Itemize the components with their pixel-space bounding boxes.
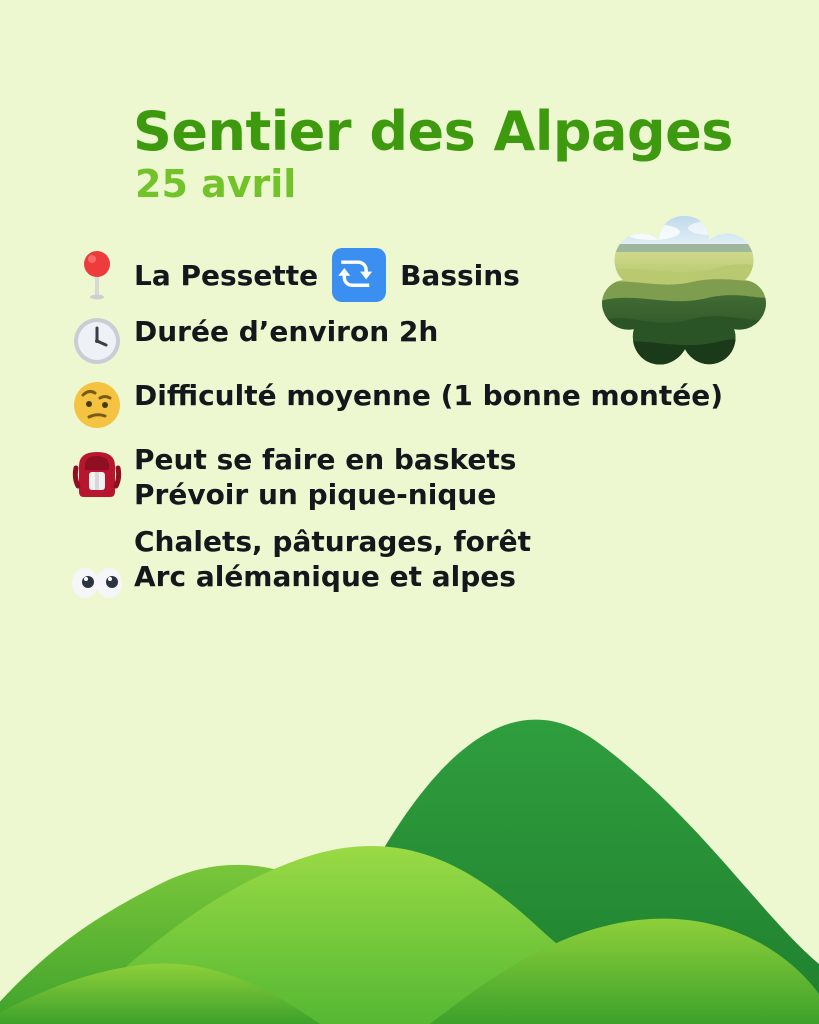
eyes-icon xyxy=(60,524,134,600)
gear-line-2: Prévoir un pique-nique xyxy=(134,478,497,511)
info-list xyxy=(60,248,800,608)
round-pushpin-icon xyxy=(60,248,134,300)
arrows-counterclockwise-icon xyxy=(332,248,386,302)
difficulty-text: Difficulté moyenne (1 bonne montée) xyxy=(134,379,723,412)
itinerary-end: Bassins xyxy=(400,258,520,292)
info-row-gear xyxy=(60,442,800,512)
views-line-2: Arc alémanique et alpes xyxy=(134,560,516,593)
event-date: 25 avril xyxy=(135,162,297,207)
info-row-itinerary xyxy=(60,248,800,302)
page-title: Sentier des Alpages xyxy=(133,100,733,163)
backpack-icon xyxy=(60,442,134,500)
itinerary-text xyxy=(134,248,520,302)
hills-illustration xyxy=(0,664,819,1024)
gear-line-1: Peut se faire en baskets xyxy=(134,443,517,476)
info-row-views xyxy=(60,524,800,600)
views-line-1: Chalets, pâturages, forêt xyxy=(134,525,532,558)
title-block xyxy=(133,100,753,207)
clock-icon xyxy=(60,314,134,366)
info-row-difficulty xyxy=(60,378,800,430)
itinerary-start: La Pessette xyxy=(134,258,319,292)
info-row-duration xyxy=(60,314,800,366)
views-text xyxy=(134,524,531,594)
face-with-raised-eyebrow-icon xyxy=(60,378,134,430)
gear-text xyxy=(134,442,516,512)
duration-text: Durée d’environ 2h xyxy=(134,315,439,348)
